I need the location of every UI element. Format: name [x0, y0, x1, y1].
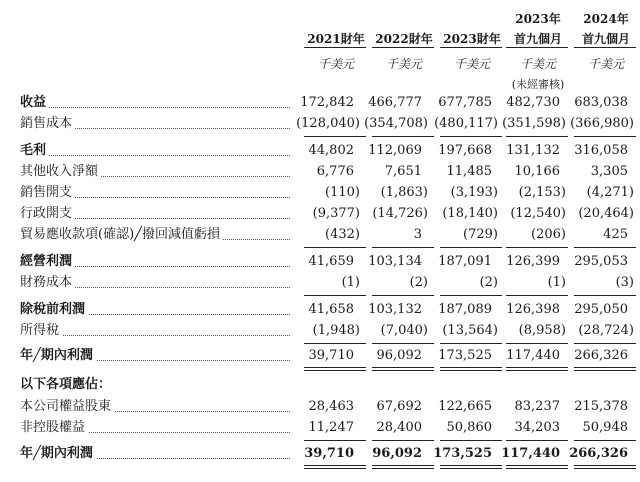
row-value: 50,948	[582, 420, 628, 435]
row-value: (14,726)	[372, 206, 428, 221]
row-value: 316,058	[574, 143, 628, 158]
subtotal-rule	[440, 295, 502, 296]
row-value: 28,463	[308, 399, 354, 414]
subtotal-rule	[506, 136, 568, 137]
column-unit: 千美元	[453, 57, 490, 71]
row-value: 96,092	[372, 446, 422, 461]
row-value: 122,665	[438, 399, 492, 414]
row-value: (8,958)	[518, 323, 566, 338]
row-value: 7,651	[384, 164, 422, 179]
row-value: 50,860	[446, 420, 492, 435]
row-label: 行政開支	[20, 204, 75, 224]
table-row	[0, 141, 640, 161]
row-value: (1,863)	[380, 185, 428, 200]
column-period: 2022財年	[375, 32, 433, 46]
row-value: (2,153)	[518, 185, 566, 200]
subtotal-rule	[304, 247, 366, 248]
row-value: (4,271)	[586, 185, 634, 200]
subtotal-rule	[372, 247, 434, 248]
row-value: (729)	[463, 227, 498, 242]
total-double-rule	[372, 465, 434, 469]
row-value: 3	[413, 227, 422, 242]
row-value: 28,400	[376, 420, 422, 435]
row-value: 11,247	[308, 420, 354, 435]
header-rule	[506, 47, 568, 48]
row-label: 年╱期內利潤	[20, 346, 96, 366]
table-row	[0, 114, 640, 134]
subtotal-rule	[506, 295, 568, 296]
row-label: 財務成本	[20, 273, 75, 293]
row-value: (351,598)	[502, 116, 566, 131]
row-label: 所得稅	[20, 321, 62, 341]
subtotal-rule	[574, 440, 636, 441]
table-row	[0, 162, 640, 182]
subtotal-rule	[372, 295, 434, 296]
column-note: (未經審核)	[511, 78, 565, 91]
row-value: (20,464)	[578, 206, 634, 221]
row-value: (7,040)	[380, 323, 428, 338]
row-value: (2)	[479, 275, 498, 290]
row-value: 3,305	[590, 164, 628, 179]
subtotal-rule	[574, 343, 636, 344]
header-rule	[574, 47, 636, 48]
table-row	[0, 321, 640, 341]
subtotal-rule	[372, 136, 434, 137]
total-double-rule	[304, 465, 366, 469]
row-value: (1,948)	[312, 323, 360, 338]
column-unit: 千美元	[519, 57, 556, 71]
table-row	[0, 225, 640, 245]
row-label: 銷售開支	[20, 183, 75, 203]
row-value: (206)	[531, 227, 566, 242]
total-double-rule	[506, 367, 568, 371]
row-value: (432)	[325, 227, 360, 242]
row-label: 其他收入淨額	[20, 162, 101, 182]
row-value: 44,802	[308, 143, 354, 158]
row-value: 39,710	[304, 446, 354, 461]
column-period: 首九個月	[513, 32, 562, 46]
row-value: 131,132	[506, 143, 560, 158]
table-row	[0, 444, 640, 464]
row-label: 經營利潤	[20, 252, 75, 272]
row-value: 677,785	[438, 95, 492, 110]
row-value: 173,525	[438, 348, 492, 363]
row-value: (28,724)	[578, 323, 634, 338]
row-label: 貿易應收款項(確認)╱撥回減值虧損	[20, 225, 223, 245]
total-double-rule	[574, 465, 636, 469]
table-row	[0, 346, 640, 366]
row-value: (3,193)	[450, 185, 498, 200]
row-value: 215,378	[574, 399, 628, 414]
total-double-rule	[440, 465, 502, 469]
column-year: 2024年	[583, 12, 629, 26]
row-value: 39,710	[308, 348, 354, 363]
row-value: (1)	[341, 275, 360, 290]
row-value: 11,485	[446, 164, 492, 179]
row-value: 10,166	[514, 164, 560, 179]
subtotal-rule	[574, 136, 636, 137]
table-row	[0, 204, 640, 224]
row-value: 266,326	[569, 446, 628, 461]
row-value: (2)	[409, 275, 428, 290]
header-rule	[304, 47, 366, 48]
subtotal-rule	[304, 343, 366, 344]
total-double-rule	[506, 465, 568, 469]
table-row	[0, 397, 640, 417]
row-value: (366,980)	[570, 116, 634, 131]
row-value: (9,377)	[312, 206, 360, 221]
header-rule	[372, 47, 434, 48]
row-value: 187,089	[438, 302, 492, 317]
row-value: 683,038	[574, 95, 628, 110]
table-row	[0, 252, 640, 272]
table-row	[0, 273, 640, 293]
row-label: 年╱期內利潤	[20, 444, 96, 464]
row-value: 103,134	[368, 254, 422, 269]
row-value: 117,440	[506, 348, 560, 363]
column-year: 2023年	[515, 12, 561, 26]
table-row	[0, 300, 640, 320]
row-value: 126,398	[506, 302, 560, 317]
subtotal-rule	[372, 440, 434, 441]
row-value: (13,564)	[442, 323, 498, 338]
dot-leader	[20, 155, 290, 156]
section-heading-row	[0, 375, 640, 395]
row-label: 本公司權益股東	[20, 397, 114, 417]
total-double-rule	[440, 367, 502, 371]
subtotal-rule	[440, 440, 502, 441]
row-value: (128,040)	[296, 116, 360, 131]
subtotal-rule	[506, 343, 568, 344]
header-rule	[440, 47, 502, 48]
row-value: 34,203	[514, 420, 560, 435]
row-value: (354,708)	[364, 116, 428, 131]
table-row	[0, 93, 640, 113]
column-unit: 千美元	[385, 57, 422, 71]
row-label: 收益	[20, 93, 49, 113]
subtotal-rule	[506, 247, 568, 248]
column-unit: 千美元	[587, 57, 624, 71]
row-value: (1)	[547, 275, 566, 290]
row-value: 83,237	[514, 399, 560, 414]
row-label: 非控股權益	[20, 418, 88, 438]
row-value: 103,132	[368, 302, 422, 317]
total-double-rule	[304, 367, 366, 371]
row-value: 172,842	[300, 95, 354, 110]
row-value: 197,668	[438, 143, 492, 158]
row-value: (12,540)	[510, 206, 566, 221]
table-row	[0, 183, 640, 203]
row-label: 銷售成本	[20, 114, 75, 134]
subtotal-rule	[574, 295, 636, 296]
row-value: 295,050	[574, 302, 628, 317]
subtotal-rule	[506, 440, 568, 441]
dot-leader	[20, 107, 290, 108]
row-value: (18,140)	[442, 206, 498, 221]
row-value: 126,399	[506, 254, 560, 269]
section-heading: 以下各項應佔：	[20, 375, 114, 395]
row-value: 173,525	[433, 446, 492, 461]
subtotal-rule	[304, 136, 366, 137]
subtotal-rule	[304, 440, 366, 441]
column-period: 2021財年	[307, 32, 365, 46]
subtotal-rule	[440, 247, 502, 248]
column-period: 首九個月	[581, 32, 630, 46]
row-value: 187,091	[438, 254, 492, 269]
table-row	[0, 418, 640, 438]
column-unit: 千美元	[317, 57, 354, 71]
row-value: 482,730	[506, 95, 560, 110]
subtotal-rule	[574, 247, 636, 248]
row-value: 295,053	[574, 254, 628, 269]
row-value: 112,069	[368, 143, 422, 158]
row-value: 41,659	[308, 254, 354, 269]
total-double-rule	[574, 367, 636, 371]
row-value: 41,658	[308, 302, 354, 317]
subtotal-rule	[440, 136, 502, 137]
subtotal-rule	[372, 343, 434, 344]
row-label: 毛利	[20, 141, 49, 161]
total-double-rule	[372, 367, 434, 371]
column-period: 2023財年	[443, 32, 501, 46]
subtotal-rule	[440, 343, 502, 344]
row-value: (3)	[615, 275, 634, 290]
row-value: (480,117)	[434, 116, 498, 131]
subtotal-rule	[304, 295, 366, 296]
row-label: 除稅前利潤	[20, 300, 88, 320]
row-value: 466,777	[368, 95, 422, 110]
row-value: 266,326	[574, 348, 628, 363]
row-value: 425	[603, 227, 628, 242]
row-value: 117,440	[501, 446, 560, 461]
row-value: (110)	[325, 185, 360, 200]
row-value: 67,692	[376, 399, 422, 414]
row-value: 96,092	[376, 348, 422, 363]
row-value: 6,776	[316, 164, 354, 179]
